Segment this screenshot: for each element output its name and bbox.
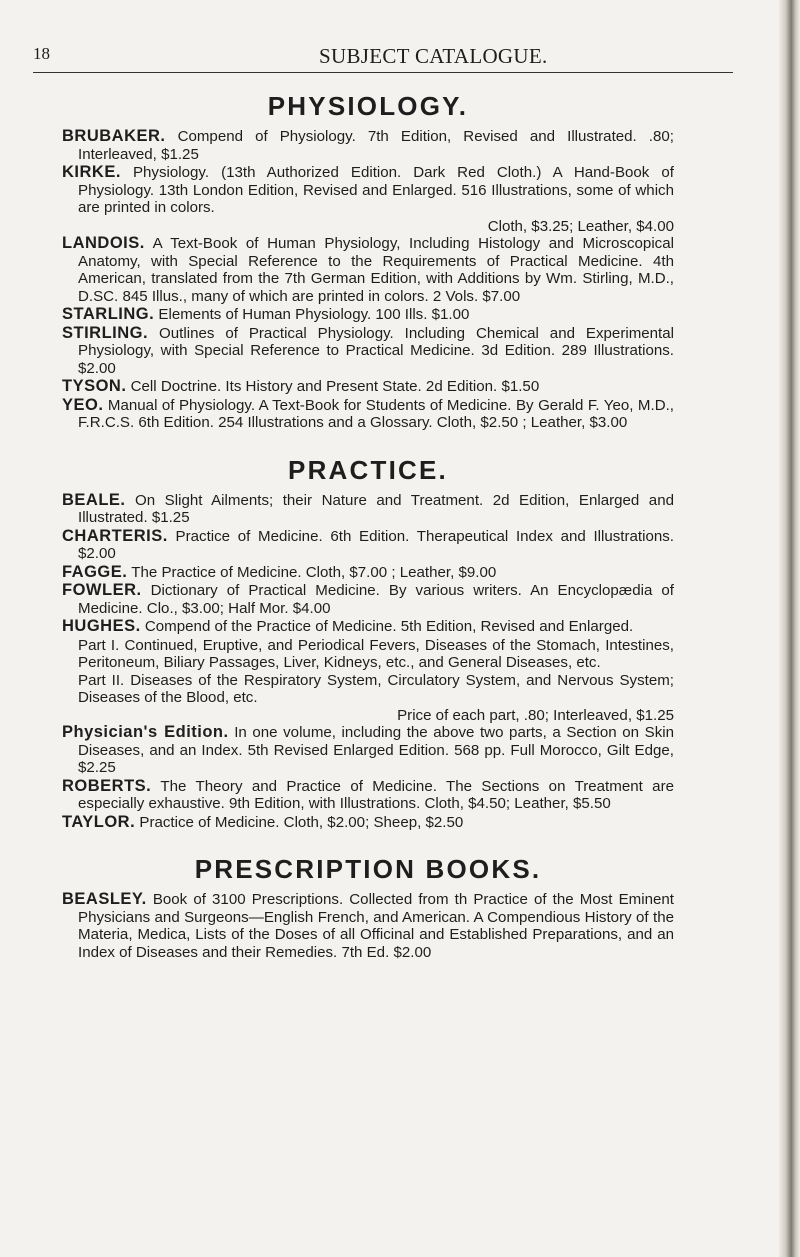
entry-text: Dictionary of Practical Medicine. By various writers. An Encyclopædia of Medicine. Clo., $3.00; Half Mor. $4.00 [78,582,674,617]
entry-text: Practice of Medicine. 6th Edition. Therapeutical Index and Illustrations. $2.00 [78,527,674,562]
catalogue-entry [62,306,674,324]
page-number: 18 [33,44,50,63]
entry-author: STIRLING. [62,323,149,342]
entry-author: FOWLER. [62,581,142,599]
entry-text: Outlines of Practical Physiology. Including Chemical and Experimental Physiology, with Special Reference to Practical Medicine. 3d Edition. 289 Illustrations. $2.00 [78,324,674,377]
entry-author: BEASLEY. [62,890,147,908]
section-heading-physiology: PHYSIOLOGY. [267,91,469,121]
catalogue-entry [62,582,674,617]
entry-text: Compend of Physiology. 7th Edition, Revised and Illustrated. .80; Interleaved, $1.25 [78,128,674,163]
entry-text: Elements of Human Physiology. 100 Ills. $1.00 [158,306,470,323]
entry-text: Cell Doctrine. Its History and Present State. 2d Edition. $1.50 [130,378,540,395]
entry-author: KIRKE. [62,163,121,181]
entry-text: Compend of the Practice of Medicine. 5th Edition, Revised and Enlarged. [144,618,634,635]
catalogue-entry [62,891,674,961]
catalogue-entry [62,528,674,563]
entry-author: LANDOIS. [62,234,145,252]
entry-author: TAYLOR. [62,812,136,831]
running-title: SUBJECT CATALOGUE. [319,44,548,68]
catalogue-entry [62,724,674,777]
entry-author: FAGGE. [62,562,128,581]
physician-edition-heading: Physician's Edition. [62,723,229,741]
section-heading-prescription-books: PRESCRIPTION BOOKS. [194,854,542,884]
catalogue-entry [62,618,674,636]
page-edge [778,0,800,1257]
catalogue-entry [62,164,674,217]
hughes-part-1: Part I. Continued, Eruptive, and Periodical Fevers, Diseases of the Stomach, Intestines, Peritoneum, Biliary Passages, Liver, Kidneys, etc., and General Diseases, etc. [78,636,674,671]
entry-author: YEO. [62,395,104,414]
entry-author: STARLING. [62,305,155,323]
entry-author: BRUBAKER. [62,127,166,145]
catalogue-entry [62,564,674,582]
hughes-part-2: Part II. Diseases of the Respiratory System, Circulatory System, and Nervous System; Diseases of the Blood, etc. [78,671,674,706]
section-heading-practice: PRACTICE. [288,454,448,485]
entry-text: The Theory and Practice of Medicine. The Sections on Treatment are especially exhaustive. 9th Edition, with Illustrations. Cloth, $4.50; Leather, $5.50 [78,777,675,812]
entry-text: Manual of Physiology. A Text-Book for Students of Medicine. By Gerald F. Yeo, M.D., F.R.C.S. 6th Edition. 254 Illustrations and a Glossary. Cloth, $2.50 ; Leather, $3.00 [78,396,674,431]
catalogue-entry [62,235,674,305]
running-head [33,44,738,70]
catalogue-entry [62,814,674,832]
entry-text: Practice of Medicine. Cloth, $2.00; Sheep, $2.50 [139,813,464,831]
entry-text: Book of 3100 Prescriptions. Collected from th Practice of the Most Eminent Physicians and Surgeons—English French, and American. A Compendious History of the Materia, Medica, Lists of the Doses of all Officinal and Established Preparations, and an Index of Diseases and their Remedies. 7th Ed. $2.00 [78,891,674,961]
entry-text: Physiology. (13th Authorized Edition. Dark Red Cloth.) A Hand-Book of Physiology. 13th London Edition, Revised and Enlarged. 516 Illustrations, some of which are printed in colors. [78,164,674,216]
catalogue-content [62,82,674,962]
catalogue-entry [62,378,674,396]
entry-text: On Slight Ailments; their Nature and Treatment. 2d Edition, Enlarged and Illustrated. $1.25 [78,491,674,526]
entry-price: Cloth, $3.25; Leather, $4.00 [487,217,674,235]
catalogue-entry [62,325,674,378]
header-rule [33,72,733,73]
entry-author: CHARTERIS. [62,526,168,545]
catalogue-entry [62,492,674,527]
entry-price: Price of each part, .80; Interleaved, $1.25 [397,706,674,724]
entry-author: TYSON. [62,377,127,395]
entry-author: HUGHES. [62,617,141,635]
entry-text: In one volume, including the above two parts, a Section on Skin Diseases, and an Index. 5th Revised Enlarged Edition. 568 pp. Full Morocco, Gilt Edge, $2.25 [78,724,674,776]
catalogue-entry [62,128,674,163]
catalogue-entry [62,397,674,432]
entry-text: The Practice of Medicine. Cloth, $7.00 ; Leather, $9.00 [131,563,497,581]
entry-text: A Text-Book of Human Physiology, Including Histology and Microscopical Anatomy, with Special Reference to the Requirements of Practical Medicine. 4th American, translated from the 7th German Edition, with Additions by Wm. Stirling, M.D., D.SC. 845 Illus., many of which are printed in colors. 2 Vols. $7.00 [78,235,674,305]
entry-author: ROBERTS. [62,776,152,795]
catalogue-entry [62,778,674,813]
entry-author: BEALE. [62,490,126,509]
